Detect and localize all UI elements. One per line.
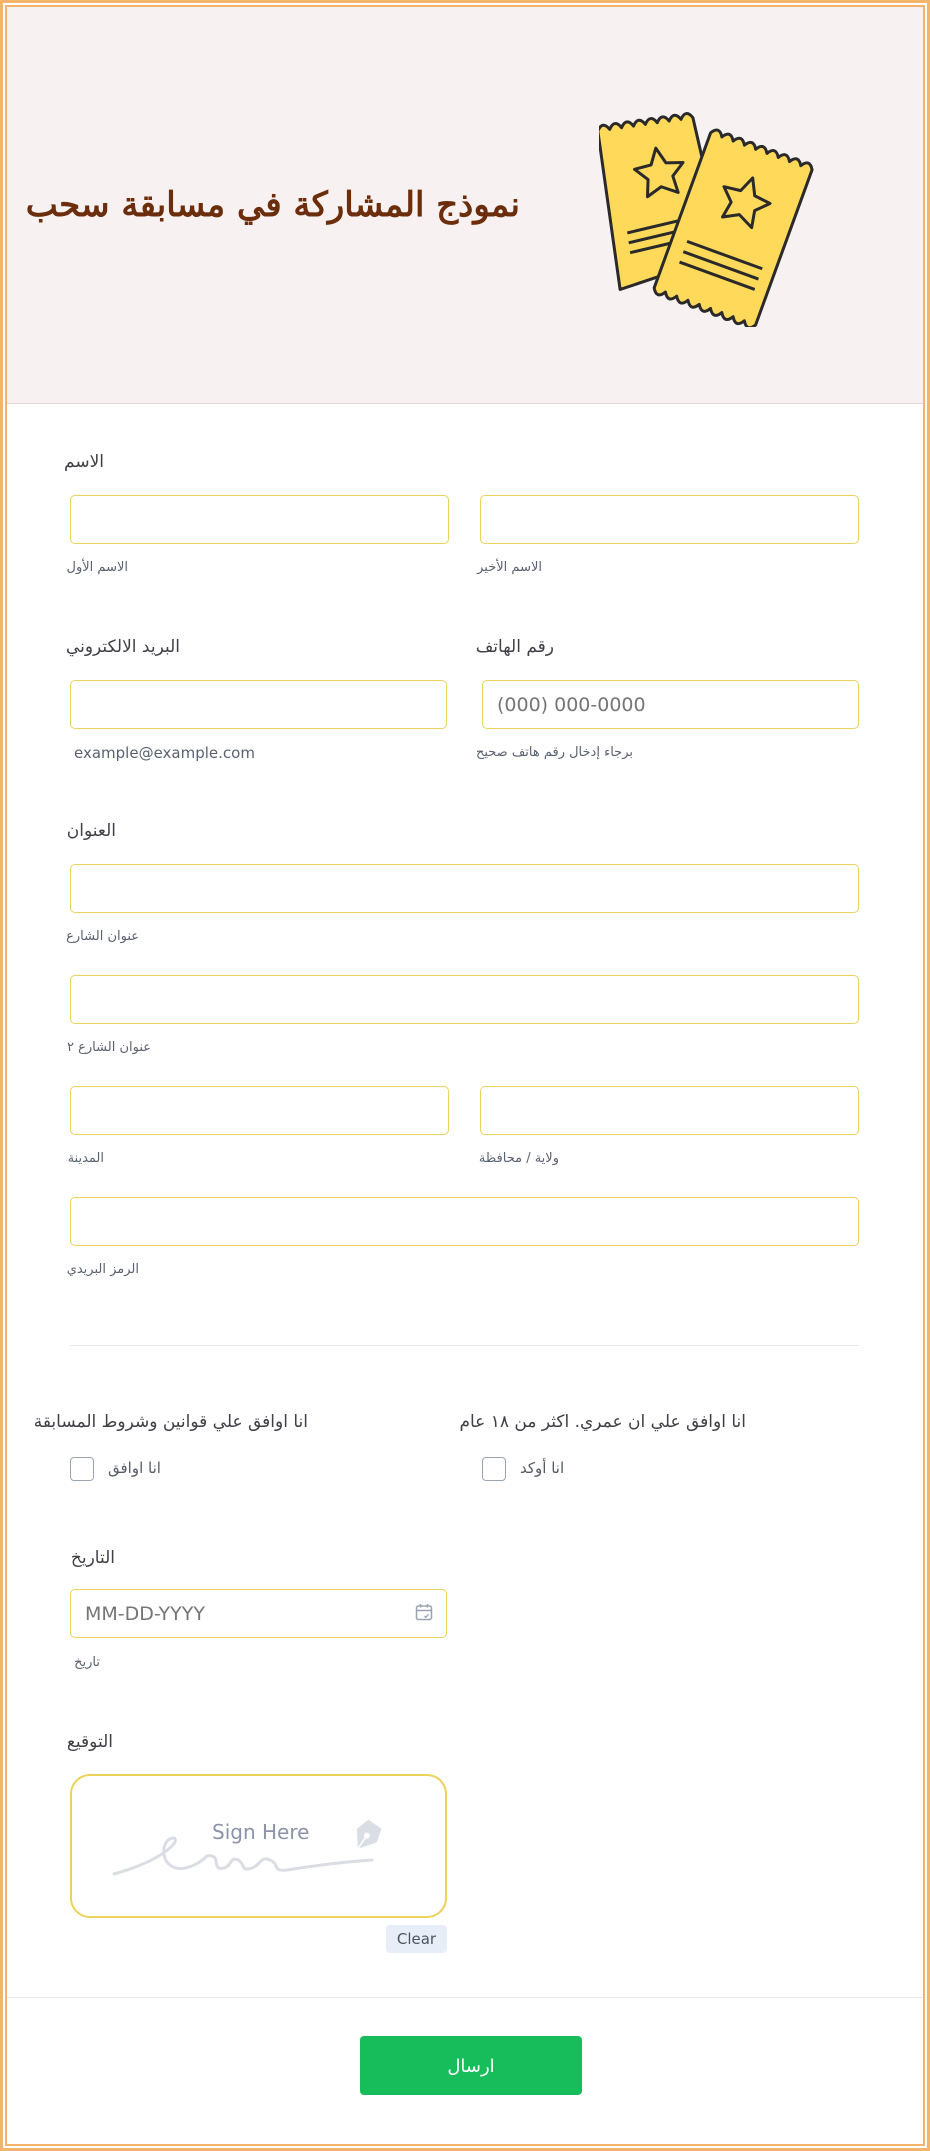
signature-pad[interactable] [70,1774,447,1918]
street-input[interactable] [70,864,859,913]
last-name-input[interactable] [480,495,859,544]
city-input[interactable] [70,1086,449,1135]
signature-placeholder: Sign Here [212,1820,310,1844]
age-label: انا اوافق علي ان عمري. اكثر من ١٨ عام [459,1412,746,1432]
address-label: العنوان [66,821,116,841]
pen-nib-icon [348,1817,385,1855]
zip-sublabel: الرمز البريدي [66,1262,139,1277]
date-sublabel: تاريخ [74,1655,100,1670]
city-sublabel: المدينة [67,1151,104,1166]
calendar-icon[interactable] [415,1603,433,1621]
phone-input[interactable] [482,680,859,729]
signature-scribble [112,1816,402,1886]
terms-label: انا اوافق علي قوانين وشروط المسابقة [33,1412,308,1432]
terms-option-label[interactable]: انا اوافق [108,1459,161,1477]
zip-input[interactable] [70,1197,859,1246]
street2-sublabel: عنوان الشارع ٢ [67,1040,151,1055]
state-input[interactable] [480,1086,859,1135]
street-sublabel: عنوان الشارع [66,929,139,944]
section-divider [70,1345,859,1346]
name-label: الاسم [64,452,104,472]
signature-clear-button[interactable]: Clear [386,1925,447,1953]
state-sublabel: ولاية / محافظة [478,1151,559,1166]
terms-checkbox[interactable] [70,1457,94,1481]
form-title: نموذج المشاركة في مسابقة سحب [25,185,520,225]
age-option-label[interactable]: انا أوكد [520,1459,565,1477]
tickets-illustration [599,92,839,327]
street2-input[interactable] [70,975,859,1024]
email-sublabel: example@example.com [74,744,255,762]
date-label: التاريخ [70,1548,115,1568]
first-name-input[interactable] [70,495,449,544]
phone-sublabel: برجاء إدخال رقم هاتف صحيح [475,745,633,760]
footer-divider [7,1997,923,1998]
signature-label: التوقيع [66,1732,113,1752]
email-input[interactable] [70,680,447,729]
last-name-sublabel: الاسم الأخير [477,560,542,575]
email-label: البريد الالكتروني [65,637,180,657]
phone-label: رقم الهاتف [475,637,554,657]
age-checkbox[interactable] [482,1457,506,1481]
submit-button[interactable]: ارسال [360,2036,582,2095]
form-header [7,7,923,404]
date-input[interactable] [70,1589,447,1638]
first-name-sublabel: الاسم الأول [66,560,128,575]
